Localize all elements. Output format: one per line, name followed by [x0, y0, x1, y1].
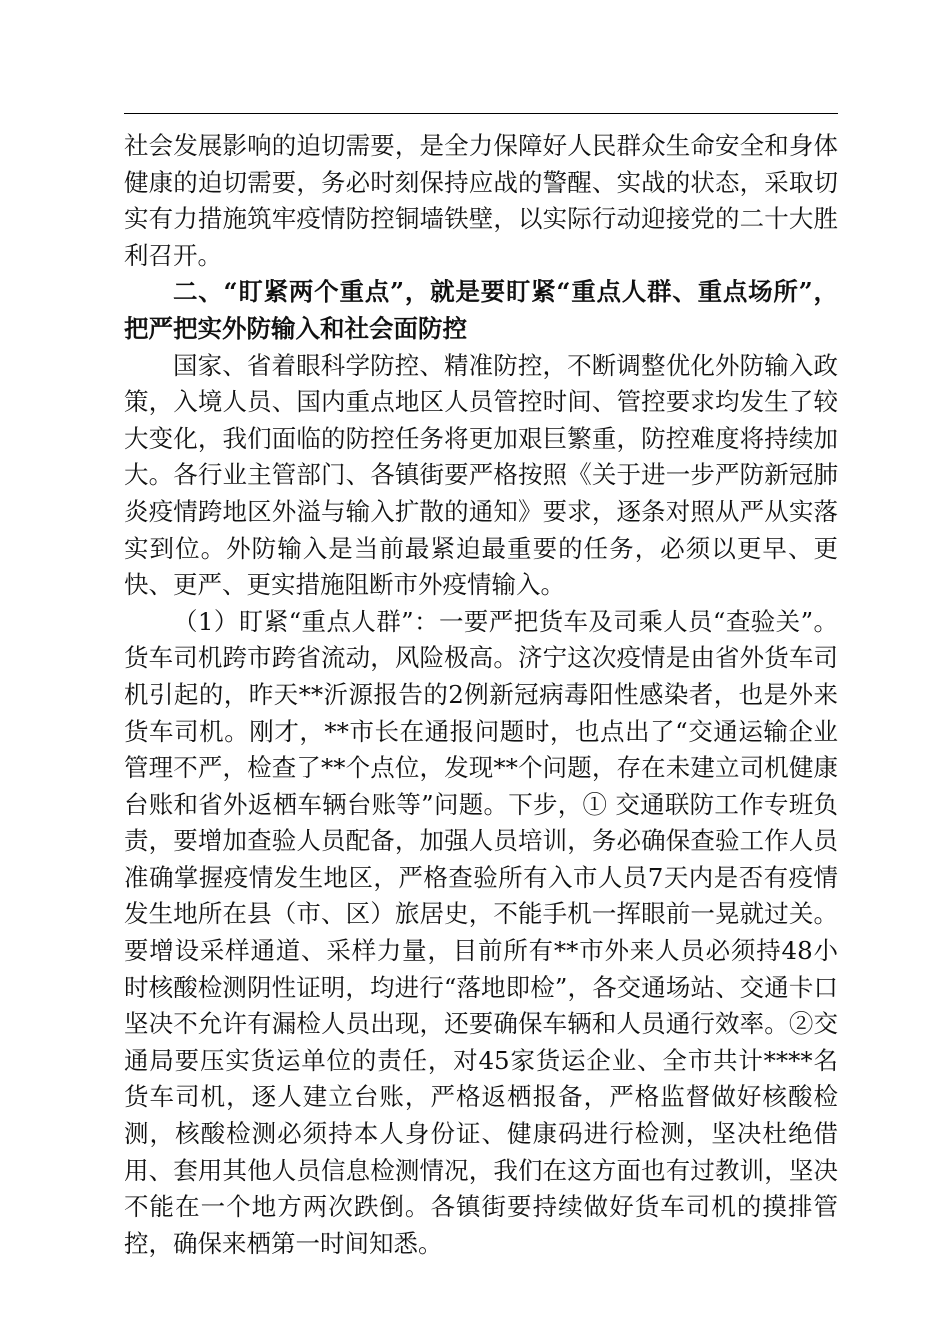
document-body: [124, 128, 838, 1262]
paragraph-external-prevention: 国家、省着眼科学防控、精准防控，不断调整优化外防输入政策，入境人员、国内重点地区人员管控时间、管控要求均发生了较大变化，我们面临的防控任务将更加艰巨繁重，防控难度将持续加大。各行业主管部门、各镇街要严格按照《关于进一步严防新冠肺炎疫情跨地区外溢与输入扩散的通知》要求，逐条对照从严从实落实到位。外防输入是当前最紧迫最重要的任务，必须以更早、更快、更严、更实措施阻断市外疫情输入。: [124, 350, 838, 600]
paragraph-continuation: 社会发展影响的迫切需要，是全力保障好人民群众生命安全和身体健康的迫切需要，务必时刻保持应战的警醒、实战的状态，采取切实有力措施筑牢疫情防控铜墙铁壁，以实际行动迎接党的二十大胜利召开。: [124, 131, 838, 270]
section-heading: 二、“盯紧两个重点”，就是要盯紧“重点人群、重点场所”，把严把实外防输入和社会面防控: [124, 277, 838, 343]
paragraph-key-groups: （1）盯紧“重点人群”：一要严把货车及司乘人员“查验关”。货车司机跨市跨省流动，风险极高。济宁这次疫情是由省外货车司机引起的，昨天**沂源报告的2例新冠病毒阳性感染者，也是外来货车司机。刚才，**市长在通报问题时，也点出了“交通运输企业管理不严，检查了**个点位，发现**个问题，存在未建立司机健康台账和省外返栖车辆台账等”问题。下步，① 交通联防工作专班负责，要增加查验人员配备，加强人员培训，务必确保查验工作人员准确掌握疫情发生地区，严格查验所有入市人员7天内是否有疫情发生地所在县（市、区）旅居史，不能手机一挥眼前一晃就过关。要增设采样通道、采样力量，目前所有**市外来人员必须持48小时核酸检测阴性证明，均进行“落地即检”，各交通场站、交通卡口坚决不允许有漏检人员出现，还要确保车辆和人员通行效率。②交通局要压实货运单位的责任，对45家货运企业、全市共计****名货车司机，逐人建立台账，严格返栖报备，严格监督做好核酸检测，核酸检测必须持本人身份证、健康码进行检测，坚决杜绝借用、套用其他人员信息检测情况，我们在这方面也有过教训，坚决不能在一个地方两次跌倒。各镇街要持续做好货车司机的摸排管控，确保来栖第一时间知悉。: [124, 606, 838, 1258]
header-rule: [124, 113, 838, 114]
